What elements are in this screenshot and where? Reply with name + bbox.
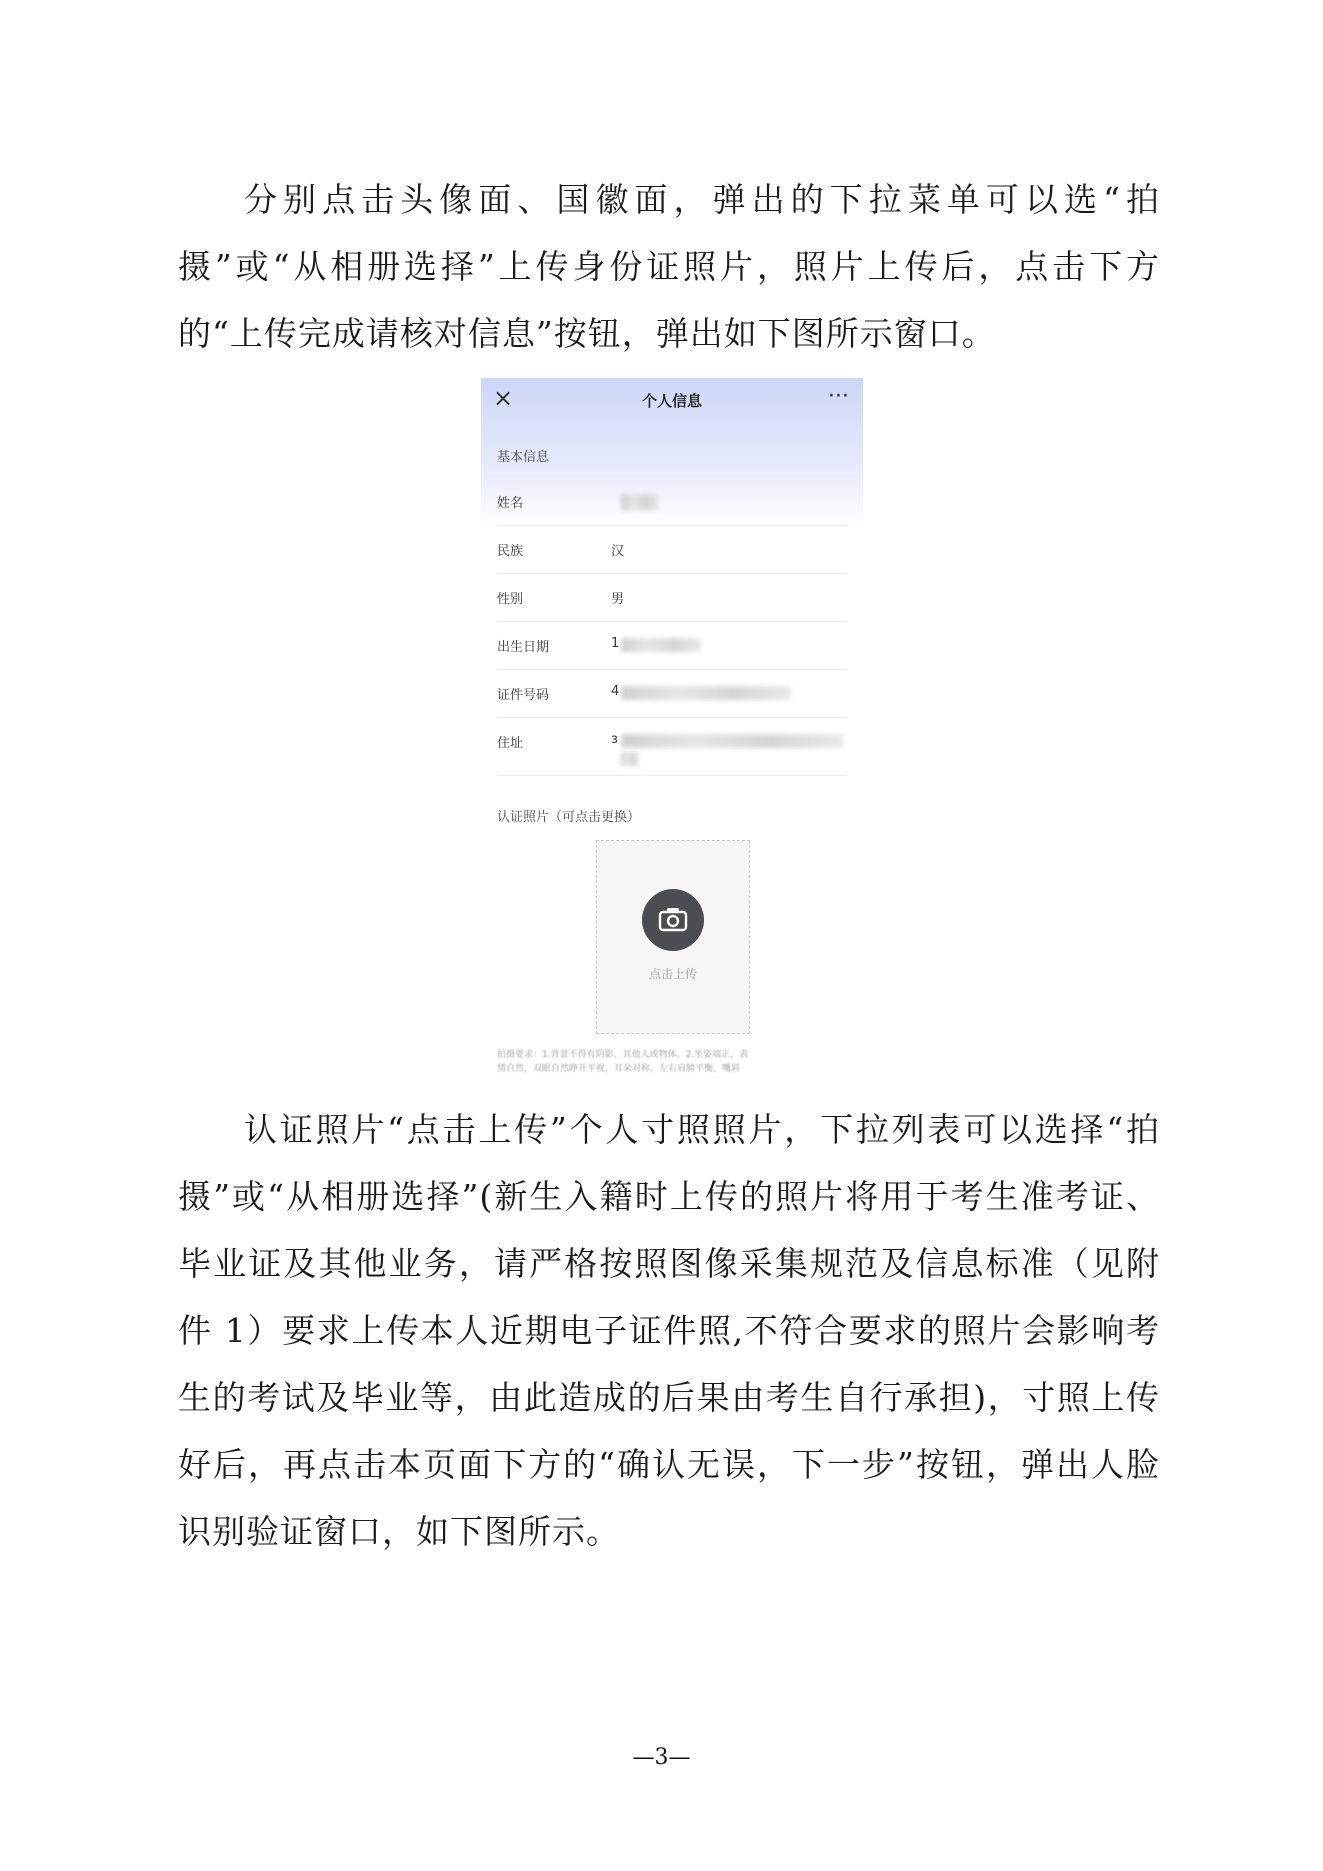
- requirements-line: 拍摄要求：1.背景不得有阴影、其他人或物体。2.坐姿端正，表: [497, 1050, 749, 1060]
- photo-upload-area[interactable]: [596, 840, 750, 1034]
- field-row-gender: [497, 574, 847, 622]
- field-value: з: [611, 732, 618, 747]
- field-row-name: [497, 478, 847, 526]
- instructions-paragraph: 认证照片“点击上传”个人寸照照片，下拉列表可以选择“拍摄”或“从相册选择”(新生入籍时上传的照片将用于考生准考证、毕业证及其他业务，请严格按照图像采集规范及信息标准（见附件 1）要求上传本人近期电子证件照,不符合要求的照片会影响考生的考试及毕业等，由此造成的后果由考生自行承担)，寸照上传好后，再点击本页面下方的“确认无误，下一步”按钮，弹出人脸识别验证窗口，如下图所示。: [178, 1110, 1160, 1551]
- upload-label[interactable]: 点击上传: [648, 967, 697, 981]
- field-label: 民族: [497, 544, 524, 559]
- divider: [497, 775, 847, 776]
- field-label: 住址: [497, 736, 524, 751]
- field-row-birthdate: [497, 622, 847, 670]
- photo-section-label: 认证照片（可点击更换）: [497, 810, 641, 825]
- field-row-address: [497, 718, 847, 776]
- field-value: 男: [611, 592, 625, 607]
- field-row-id-number: [497, 670, 847, 718]
- personal-info-screenshot: [481, 378, 863, 1074]
- field-value: 1: [611, 636, 620, 651]
- basic-info-label: 基本信息: [497, 450, 550, 465]
- redaction-blur: [621, 752, 639, 766]
- redaction-blur: [621, 734, 843, 748]
- field-label: 性别: [497, 592, 524, 607]
- intro-paragraph: 分别点击头像面、国徽面，弹出的下拉菜单可以选“拍摄”或“从相册选择”上传身份证照片，照片上传后，点击下方的“上传完成请核对信息”按钮，弹出如下图所示窗口。: [178, 180, 1160, 353]
- field-label: 出生日期: [497, 640, 550, 655]
- app-title-bar: [481, 378, 863, 422]
- app-title: 个人信息: [641, 392, 702, 410]
- field-value: 4: [611, 684, 620, 699]
- close-icon[interactable]: ×: [493, 384, 514, 412]
- field-label: 证件号码: [497, 688, 550, 703]
- redaction-blur: [621, 494, 659, 510]
- page-number: —3—: [632, 1745, 691, 1770]
- camera-icon[interactable]: [642, 889, 704, 951]
- requirements-line: 情自然，双眼自然睁开平视，耳朵对称，左右肩膀平衡，嘴唇: [497, 1064, 741, 1074]
- field-row-ethnicity: [497, 526, 847, 574]
- photo-requirements-text: [497, 1048, 849, 1076]
- field-label: 姓名: [497, 496, 524, 511]
- field-value: 汉: [611, 544, 625, 559]
- more-icon[interactable]: ···: [828, 384, 849, 409]
- redaction-blur: [621, 686, 791, 700]
- redaction-blur: [621, 638, 701, 652]
